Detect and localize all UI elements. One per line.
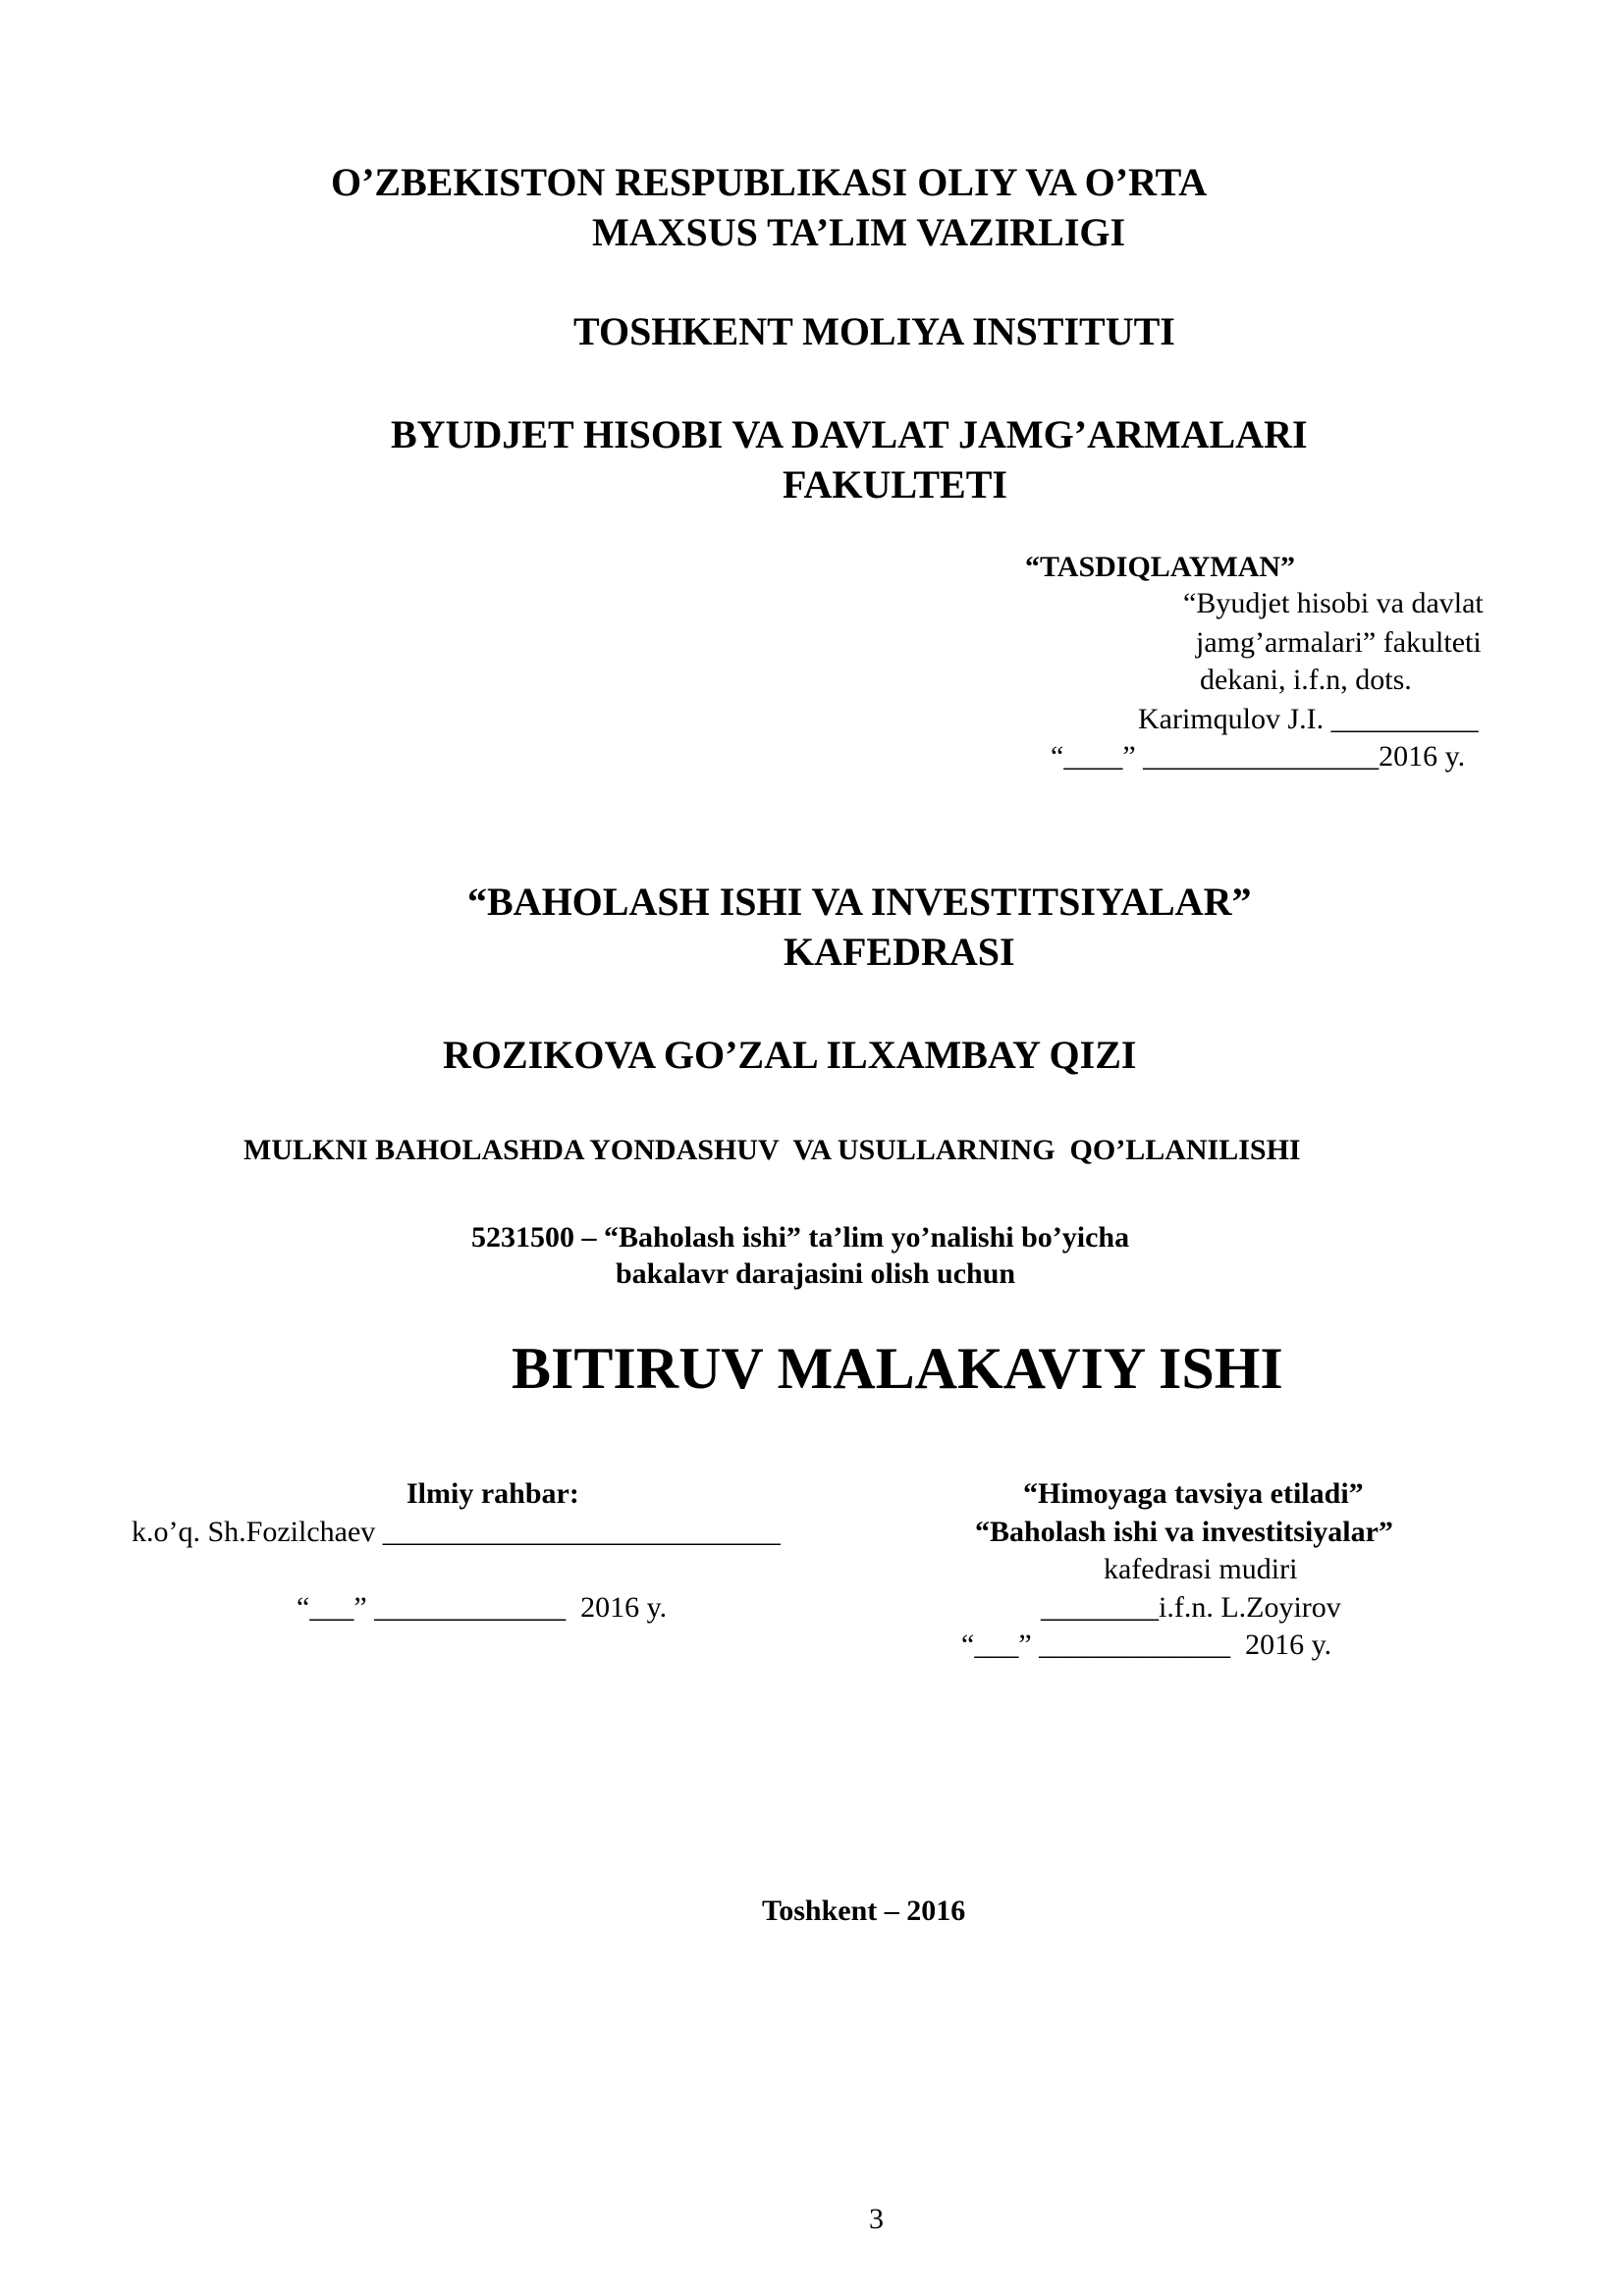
supervisor-date-line: “___” _____________ 2016 y. bbox=[297, 1591, 668, 1624]
approval-line-1: “Byudjet hisobi va davlat bbox=[1183, 587, 1484, 619]
defense-head: ________i.f.n. L.Zoyirov bbox=[1041, 1591, 1341, 1624]
department-line-1: “BAHOLASH ISHI VA INVESTITSIYALAR” bbox=[467, 880, 1252, 924]
department-line-2: KAFEDRASI bbox=[784, 930, 1015, 974]
thesis-topic: MULKNI BAHOLASHDA YONDASHUV VA USULLARNING QO’LLANILISHI bbox=[244, 1134, 1301, 1166]
author-name: ROZIKOVA GO’ZAL ILXAMBAY QIZI bbox=[443, 1033, 1137, 1077]
supervisor-label: Ilmiy rahbar: bbox=[406, 1477, 579, 1510]
faculty-line-2: FAKULTETI bbox=[783, 462, 1007, 507]
defense-role: kafedrasi mudiri bbox=[1104, 1553, 1298, 1585]
work-title: BITIRUV MALAKAVIY ISHI bbox=[512, 1336, 1283, 1401]
institute-name: TOSHKENT MOLIYA INSTITUTI bbox=[573, 309, 1175, 353]
specialty-line-1: 5231500 – “Baholash ishi” ta’lim yo’nalishi bo’yicha bbox=[471, 1221, 1130, 1254]
approval-line-4: Karimqulov J.I. __________ bbox=[1138, 703, 1479, 735]
approval-line-3: dekani, i.f.n, dots. bbox=[1200, 664, 1412, 696]
approval-line-2: jamg’armalari” fakulteti bbox=[1196, 626, 1482, 659]
approval-title: “TASDIQLAYMAN” bbox=[1025, 551, 1296, 583]
defense-department: “Baholash ishi va investitsiyalar” bbox=[975, 1516, 1393, 1548]
defense-title: “Himoyaga tavsiya etiladi” bbox=[1023, 1477, 1364, 1510]
faculty-line-1: BYUDJET HISOBI VA DAVLAT JAMG’ARMALARI bbox=[391, 412, 1308, 456]
city-year: Toshkent – 2016 bbox=[762, 1895, 966, 1927]
ministry-line-1: O’ZBEKISTON RESPUBLIKASI OLIY VA O’RTA bbox=[331, 160, 1208, 204]
page-number: 3 bbox=[869, 2203, 884, 2235]
defense-date-line: “___” _____________ 2016 y. bbox=[961, 1629, 1332, 1661]
specialty-line-2: bakalavr darajasini olish uchun bbox=[616, 1257, 1016, 1290]
ministry-line-2: MAXSUS TA’LIM VAZIRLIGI bbox=[592, 210, 1126, 254]
supervisor-name-line: k.o’q. Sh.Fozilchaev ___________________________ bbox=[132, 1516, 781, 1548]
approval-date-line: “____” ________________2016 y. bbox=[1051, 740, 1466, 773]
